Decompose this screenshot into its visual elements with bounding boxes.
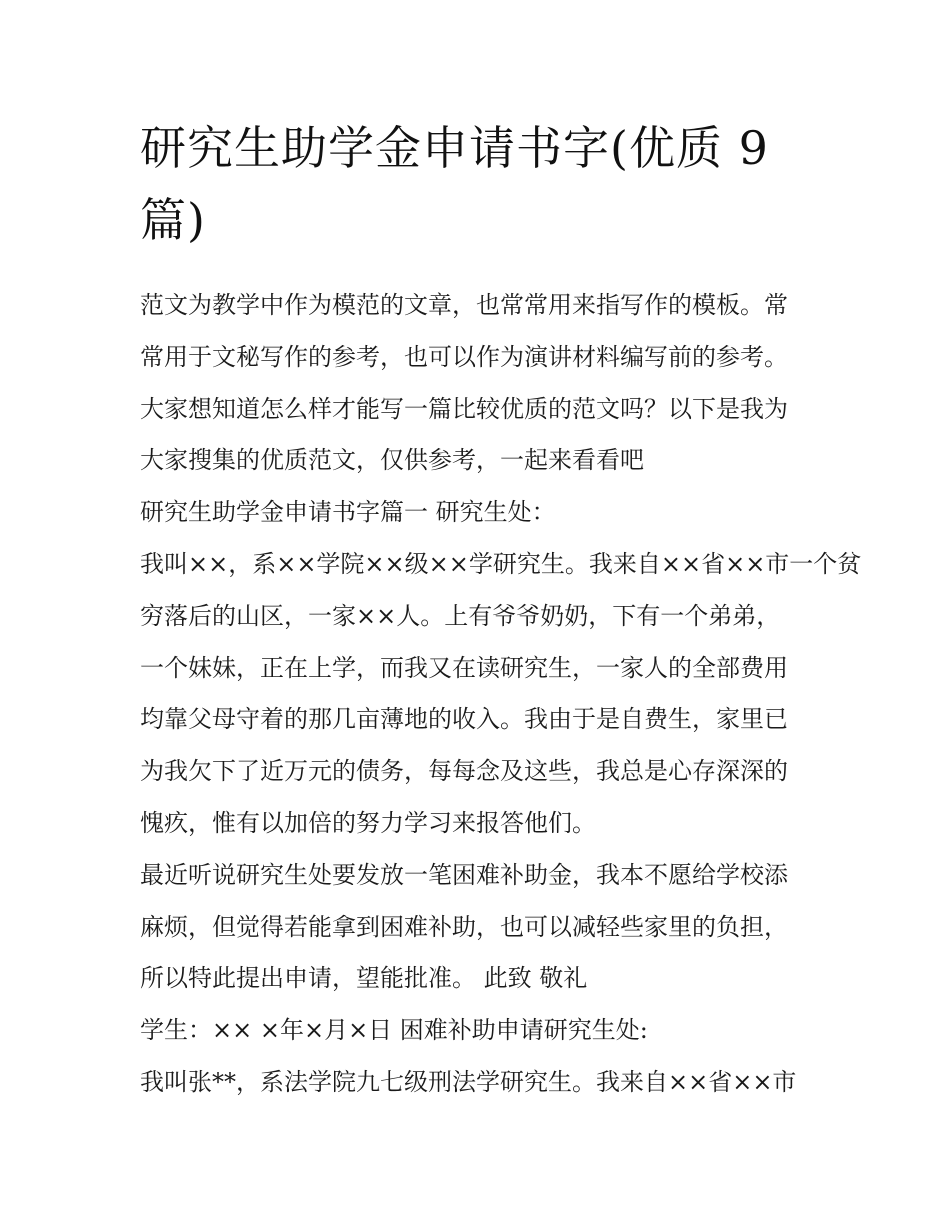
body-line: 所以特此提出申请，望能批准。 此致 敬礼: [140, 964, 588, 993]
document-body: [140, 280, 862, 1109]
body-line: 大家搜集的优质范文，仅供参考，一起来看看吧: [140, 446, 644, 475]
body-line: 一个妹妹，正在上学，而我又在读研究生，一家人的全部费用: [140, 653, 788, 682]
body-line: 常用于文秘写作的参考，也可以作为演讲材料编写前的参考。: [140, 342, 788, 371]
body-line: 为我欠下了近万元的债务，每每念及这些，我总是心存深深的: [140, 757, 788, 786]
body-line: 穷落后的山区，一家××人。上有爷爷奶奶，下有一个弟弟，: [140, 601, 781, 630]
document-title: 研究生助学金申请书字(优质 9 篇): [140, 121, 769, 247]
body-line: 我叫××，系××学院××级××学研究生。我来自××省××市一个贫: [140, 549, 862, 578]
body-line: 我叫张**，系法学院九七级刑法学研究生。我来自××省××市: [140, 1067, 797, 1096]
body-line: 学生：×× ×年×月×日 困难补助申请研究生处:: [140, 1016, 648, 1045]
body-line: 麻烦，但觉得若能拿到困难补助，也可以减轻些家里的负担，: [140, 912, 788, 941]
section-heading-line: 研究生助学金申请书字篇一 研究生处：: [140, 498, 556, 527]
body-line: 大家想知道怎么样才能写一篇比较优质的范文吗？以下是我为: [140, 394, 788, 423]
body-line: 范文为教学中作为模范的文章，也常常用来指写作的模板。常: [140, 291, 788, 319]
body-line: 愧疚，惟有以加倍的努力学习来报答他们。: [140, 808, 596, 837]
body-line: 均靠父母守着的那几亩薄地的收入。我由于是自费生，家里已: [140, 705, 788, 734]
body-line: 最近听说研究生处要发放一笔困难补助金，我本不愿给学校添: [140, 860, 788, 889]
